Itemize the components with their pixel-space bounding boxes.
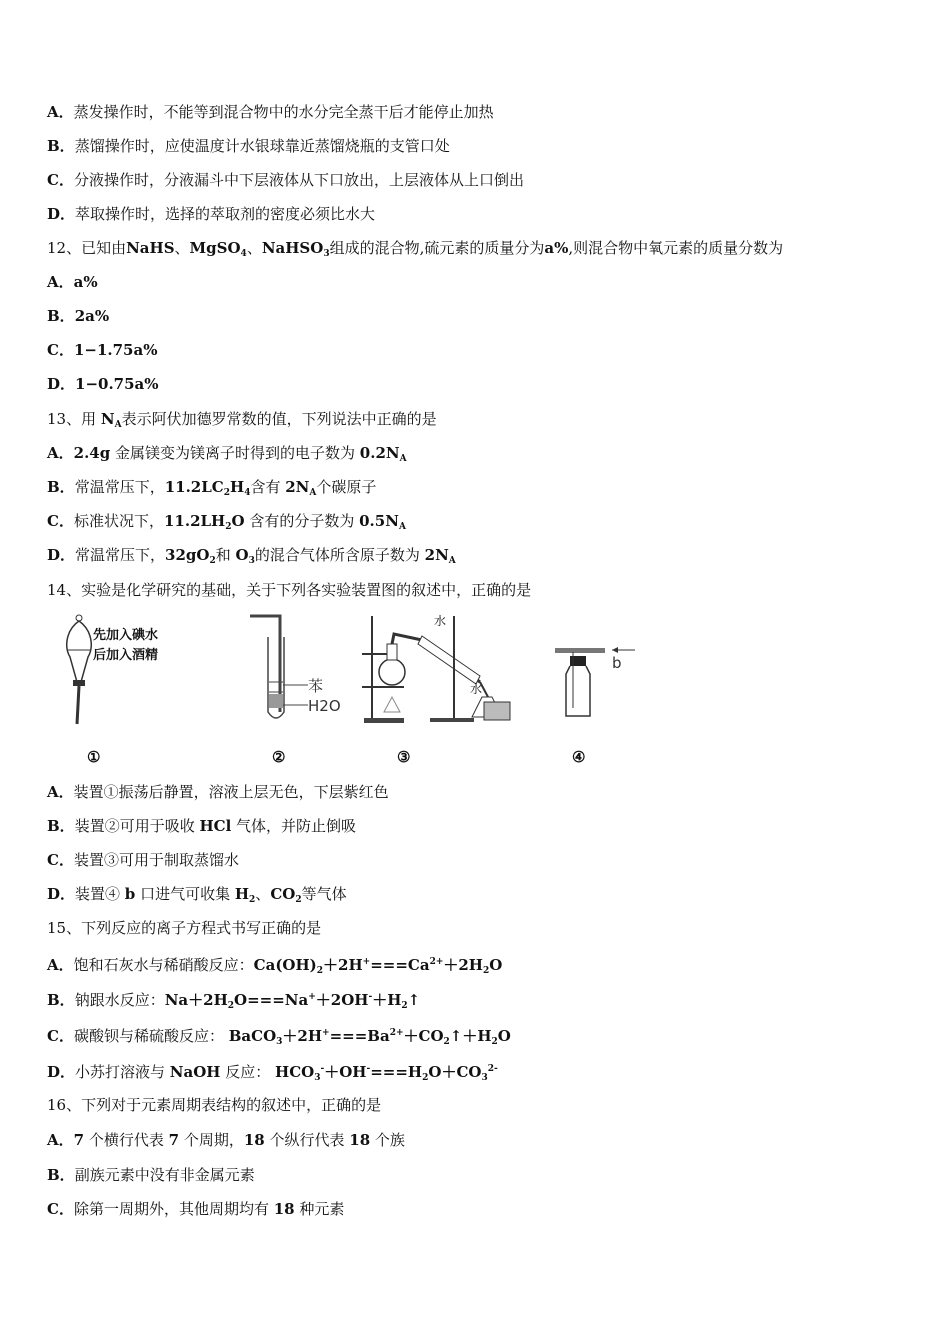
text-segment: 2+ <box>389 1028 404 1038</box>
text-line <box>47 952 502 981</box>
text-segment: a% <box>73 273 98 291</box>
text-segment: 口进气可收集 <box>135 885 235 903</box>
text-segment: HCO <box>275 1063 315 1081</box>
text-segment: B． <box>47 137 75 155</box>
text-line <box>47 782 389 802</box>
text-segment: 2N <box>424 546 449 564</box>
text-segment: 2.4g <box>73 444 111 462</box>
text-segment: D． <box>47 375 76 393</box>
text-segment: B． <box>47 307 75 325</box>
text-segment: 2 <box>491 1037 498 1047</box>
text-segment: + <box>322 1028 330 1038</box>
text-segment: 个纵行代表 <box>264 1131 350 1149</box>
text-segment: ↑ <box>407 991 421 1009</box>
text-segment: 2 <box>401 1001 408 1011</box>
text-segment: NaHSO <box>261 239 324 257</box>
fig3-water-out: 水 <box>470 682 483 696</box>
text-line <box>47 1095 381 1115</box>
text-segment: 3 <box>323 249 330 259</box>
text-segment: 15、下列反应的离子方程式书写正确的是 <box>47 919 322 937</box>
text-segment: O===Na <box>234 991 309 1009</box>
text-segment: 1−1.75a% <box>73 341 158 359</box>
text-segment: B． <box>47 991 75 1009</box>
text-segment: 饱和石灰水与稀硝酸反应： <box>73 956 254 974</box>
text-line <box>47 580 531 600</box>
text-segment: C． <box>47 512 74 530</box>
text-segment: 16、下列对于元素周期表结构的叙述中，正确的是 <box>47 1096 382 1114</box>
text-segment: B． <box>47 478 75 496</box>
text-segment: D． <box>47 1063 76 1081</box>
text-segment: 2 <box>223 488 230 498</box>
text-line <box>47 850 239 870</box>
text-segment: 个横行代表 <box>84 1131 169 1149</box>
text-segment: 装置④ <box>75 885 125 903</box>
text-line <box>47 306 109 326</box>
text-segment: CO <box>270 885 296 903</box>
text-segment: A． <box>47 103 74 121</box>
text-segment: 2- <box>487 1064 498 1074</box>
text-line <box>47 1130 405 1150</box>
text-segment: ===Ba <box>329 1027 390 1045</box>
text-segment: ＋H <box>372 991 402 1009</box>
text-segment: 标准状况下， <box>73 512 164 530</box>
text-segment: 7 <box>73 1131 85 1149</box>
text-segment: 32gO <box>165 546 210 564</box>
fig1-text-line: 先加入碘水 <box>93 628 159 643</box>
text-line <box>47 443 407 469</box>
text-segment: A． <box>47 783 74 801</box>
text-segment: H <box>230 478 245 496</box>
text-segment: O <box>489 956 503 974</box>
fig3-water-in: 水 <box>434 614 447 628</box>
figure-gas-bottle <box>550 612 640 727</box>
text-line <box>47 409 437 435</box>
text-segment: O <box>231 512 245 530</box>
text-segment: 2N <box>285 478 310 496</box>
text-segment: 蒸馏操作时，应使温度计水银球靠近蒸馏烧瓶的支管口处 <box>74 137 450 155</box>
text-segment: A <box>114 420 122 430</box>
text-segment: 11.2LH <box>163 512 226 530</box>
text-segment: ＋2OH <box>315 991 369 1009</box>
text-line <box>47 1059 498 1088</box>
text-segment: A． <box>47 444 74 462</box>
figure-test-tube <box>248 612 348 727</box>
text-segment: ＋2H <box>323 956 363 974</box>
text-line <box>47 340 157 360</box>
text-segment: 常温常压下， <box>74 478 165 496</box>
text-segment: 2 <box>209 556 216 566</box>
text-line <box>47 477 376 503</box>
text-segment: Ca(OH) <box>253 956 317 974</box>
text-segment: 11.2LC <box>164 478 224 496</box>
text-segment: MgSO <box>189 239 241 257</box>
text-segment: 反应： <box>220 1063 276 1081</box>
text-segment: 含有 <box>250 478 286 496</box>
text-segment: 12、已知由 <box>47 239 127 257</box>
text-segment: 3 <box>248 556 255 566</box>
text-line <box>47 884 347 910</box>
text-segment: b <box>124 885 136 903</box>
text-line <box>47 987 420 1016</box>
text-segment: 0.2N <box>359 444 400 462</box>
text-line <box>47 238 783 264</box>
text-line <box>47 511 406 537</box>
text-segment: ＋OH <box>324 1063 367 1081</box>
fig1-text-line: 后加入酒精 <box>93 648 159 663</box>
text-segment: ===Ca <box>370 956 430 974</box>
text-segment: 2 <box>316 966 324 976</box>
text-segment: 2 <box>225 522 232 532</box>
text-segment: 1−0.75a% <box>75 375 159 393</box>
text-segment: D． <box>47 546 76 564</box>
text-segment: C． <box>47 1027 74 1045</box>
text-segment: 7 <box>168 1131 180 1149</box>
text-segment: 、 <box>255 885 271 903</box>
text-segment: HCl <box>199 817 232 835</box>
text-segment: 4 <box>244 488 251 498</box>
fig4-label-b: b <box>612 654 622 672</box>
text-segment: 萃取操作时，选择的萃取剂的密度必须比水大 <box>75 205 376 223</box>
text-segment: 2 <box>227 1001 235 1011</box>
text-line <box>47 1199 344 1219</box>
text-segment: 碳酸钡与稀硫酸反应： <box>73 1027 229 1045</box>
text-segment: A <box>398 522 406 532</box>
figure-label-3: ③ <box>397 748 411 766</box>
text-segment: 2 <box>483 966 490 976</box>
text-segment: N <box>100 410 115 428</box>
text-segment: - <box>368 992 373 1002</box>
text-segment: C． <box>47 851 74 869</box>
text-segment: 2 <box>249 895 256 905</box>
text-segment: 0.5N <box>359 512 399 530</box>
figure-label-1: ① <box>87 748 101 766</box>
text-segment: 装置①振荡后静置，溶液上层无色，下层紫红色 <box>73 783 389 801</box>
text-segment: 常温常压下， <box>75 546 166 564</box>
text-segment: 装置②可用于吸收 <box>74 817 200 835</box>
text-segment: B． <box>47 817 75 835</box>
text-segment: NaHS <box>126 239 175 257</box>
text-line <box>47 816 356 836</box>
text-segment: 装置③可用于制取蒸馏水 <box>73 851 239 869</box>
text-segment: Na＋2H <box>164 991 228 1009</box>
text-segment: 、 <box>174 239 190 257</box>
text-segment: - <box>366 1064 371 1074</box>
text-segment: ＋CO <box>403 1027 444 1045</box>
text-segment: 个周期， <box>179 1131 244 1149</box>
text-segment: 气体，并防止倒吸 <box>231 817 357 835</box>
text-segment: 含有的分子数为 <box>244 512 360 530</box>
text-segment: 2 <box>422 1073 429 1083</box>
text-segment: a% <box>544 239 569 257</box>
text-segment: + <box>362 957 371 967</box>
text-segment: 2a% <box>74 307 110 325</box>
text-segment: 蒸发操作时，不能等到混合物中的水分完全蒸干后才能停止加热 <box>73 103 494 121</box>
text-segment: 13、用 <box>47 410 101 428</box>
figure-label-4: ④ <box>572 748 586 766</box>
text-segment: A． <box>47 956 74 974</box>
text-segment: 除第一周期外，其他周期均有 <box>73 1200 274 1218</box>
text-segment: 等气体 <box>301 885 347 903</box>
text-line <box>47 102 494 122</box>
figure-distillation <box>362 612 522 727</box>
text-line <box>47 272 98 292</box>
text-segment: 2+ <box>429 957 444 967</box>
text-segment: B． <box>47 1166 75 1184</box>
text-segment: 小苏打溶液与 <box>75 1063 170 1081</box>
text-segment: ,则混合物中氧元素的质量分数为 <box>568 239 784 257</box>
text-segment: 表示阿伏加德罗常数的值，下列说法中正确的是 <box>121 410 437 428</box>
text-segment: ↑＋H <box>449 1027 492 1045</box>
text-segment: 的混合气体所含原子数为 <box>254 546 425 564</box>
text-segment: 18 <box>273 1200 295 1218</box>
text-segment: + <box>308 992 316 1002</box>
text-segment: 和 <box>215 546 236 564</box>
text-segment: 个碳原子 <box>316 478 377 496</box>
text-segment: 金属镁变为镁离子时得到的电子数为 <box>110 444 360 462</box>
text-segment: A． <box>47 1131 74 1149</box>
text-segment: C． <box>47 341 74 359</box>
text-segment: D． <box>47 885 76 903</box>
text-segment: 18 <box>349 1131 371 1149</box>
text-segment: 组成的混合物,硫元素的质量分为 <box>329 239 545 257</box>
text-segment: 2 <box>443 1037 450 1047</box>
text-segment: ＋2H <box>282 1027 323 1045</box>
text-line <box>47 1165 255 1185</box>
text-segment: C． <box>47 171 74 189</box>
fig2-label-water: H2O <box>308 697 341 715</box>
text-segment: 18 <box>243 1131 265 1149</box>
text-line <box>47 136 450 156</box>
text-line <box>47 918 321 938</box>
text-segment: 种元素 <box>294 1200 345 1218</box>
text-segment: O <box>497 1027 511 1045</box>
text-segment: C． <box>47 1200 74 1218</box>
text-segment: 14、实验是化学研究的基础，关于下列各实验装置图的叙述中，正确的是 <box>47 581 532 599</box>
text-segment: ===H <box>370 1063 423 1081</box>
text-line <box>47 1023 511 1052</box>
text-segment: A <box>309 488 317 498</box>
text-segment: 、 <box>246 239 262 257</box>
text-segment: 3 <box>481 1073 488 1083</box>
text-segment: 分液操作时，分液漏斗中下层液体从下口放出，上层液体从上口倒出 <box>73 171 524 189</box>
text-segment: 个族 <box>370 1131 405 1149</box>
text-segment: NaOH <box>169 1063 221 1081</box>
text-segment: 副族元素中没有非金属元素 <box>74 1166 255 1184</box>
figure-label-2: ② <box>272 748 286 766</box>
text-segment: O＋CO <box>428 1063 482 1081</box>
text-segment: 4 <box>240 249 247 259</box>
text-line <box>47 374 159 394</box>
text-segment: 3 <box>276 1037 283 1047</box>
fig2-label-benzene: 苯 <box>308 677 324 695</box>
text-segment: A <box>399 454 407 464</box>
figure-separatory-funnel <box>62 612 182 727</box>
text-segment: ＋2H <box>443 956 483 974</box>
text-segment: H <box>234 885 250 903</box>
text-segment: A． <box>47 273 74 291</box>
text-segment: - <box>320 1064 325 1074</box>
text-segment: O <box>235 546 249 564</box>
text-segment: 钠跟水反应： <box>74 991 165 1009</box>
text-segment: 3 <box>314 1073 321 1083</box>
text-segment: 2 <box>295 895 302 905</box>
text-segment: BaCO <box>228 1027 277 1045</box>
text-line <box>47 545 456 571</box>
text-segment: D． <box>47 205 76 223</box>
text-segment: A <box>448 556 456 566</box>
text-line <box>47 204 375 224</box>
text-line <box>47 170 524 190</box>
